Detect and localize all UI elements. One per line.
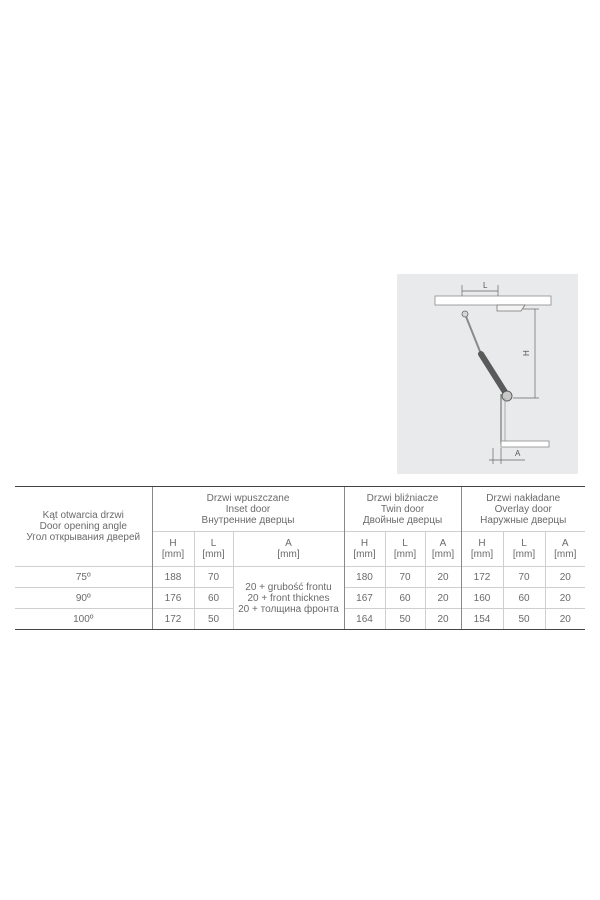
overlay-A-cell: 20 [545,567,585,588]
inset-L-cell: 50 [194,609,233,630]
diagram-svg [397,274,578,474]
strut-rod [465,314,481,354]
twin-L-cell: 70 [385,567,425,588]
overlay-L-cell: 70 [503,567,545,588]
inset-L-cell: 70 [194,567,233,588]
inset-L-cell: 60 [194,588,233,609]
inset-door-header: Drzwi wpuszczane Inset door Внутренние дверцы [152,487,344,532]
overlay-H-cell: 154 [461,609,503,630]
twin-H-cell: 164 [344,609,385,630]
mounting-bracket [497,305,525,311]
twin-L-cell: 50 [385,609,425,630]
overlay-L-cell: 50 [503,609,545,630]
inset-A-header: A [mm] [233,532,344,567]
twin-A-cell: 20 [425,609,461,630]
twin-H-header: H [mm] [344,532,385,567]
inset-H-cell: 176 [152,588,194,609]
dimension-L-label: L [483,281,488,290]
gas-strut-diagram [397,274,578,474]
twin-door-header: Drzwi bliźniacze Twin door Двойные дверцы [344,487,461,532]
twin-A-cell: 20 [425,588,461,609]
overlay-door-header: Drzwi nakładane Overlay door Наружные дверцы [461,487,585,532]
inset-H-cell: 172 [152,609,194,630]
twin-L-header: L [mm] [385,532,425,567]
overlay-H-cell: 172 [461,567,503,588]
twin-H-cell: 167 [344,588,385,609]
cabinet-side-panel [501,441,549,447]
overlay-L-header: L [mm] [503,532,545,567]
twin-H-cell: 180 [344,567,385,588]
dimension-H-label: H [522,350,531,356]
inset-A-cell: 20 + grubość frontu 20 + front thicknes 20 + толщина фронта [233,567,344,630]
inset-L-header: L [mm] [194,532,233,567]
overlay-H-cell: 160 [461,588,503,609]
dimensions-table [15,486,585,630]
overlay-A-header: A [mm] [545,532,585,567]
table-row [15,567,585,588]
overlay-L-cell: 60 [503,588,545,609]
strut-cylinder [481,354,505,392]
inset-H-cell: 188 [152,567,194,588]
twin-L-cell: 60 [385,588,425,609]
overlay-A-cell: 20 [545,588,585,609]
angle-header: Kąt otwarcia drzwi Door opening angle Угол открывания дверей [15,487,152,567]
angle-cell: 90º [15,588,152,609]
angle-cell: 75º [15,567,152,588]
dimension-A-label: A [515,449,521,458]
twin-A-cell: 20 [425,567,461,588]
strut-pivot [502,391,512,401]
cabinet-top-panel [435,296,551,305]
inset-H-header: H [mm] [152,532,194,567]
overlay-H-header: H [mm] [461,532,503,567]
angle-cell: 100º [15,609,152,630]
overlay-A-cell: 20 [545,609,585,630]
twin-A-header: A [mm] [425,532,461,567]
